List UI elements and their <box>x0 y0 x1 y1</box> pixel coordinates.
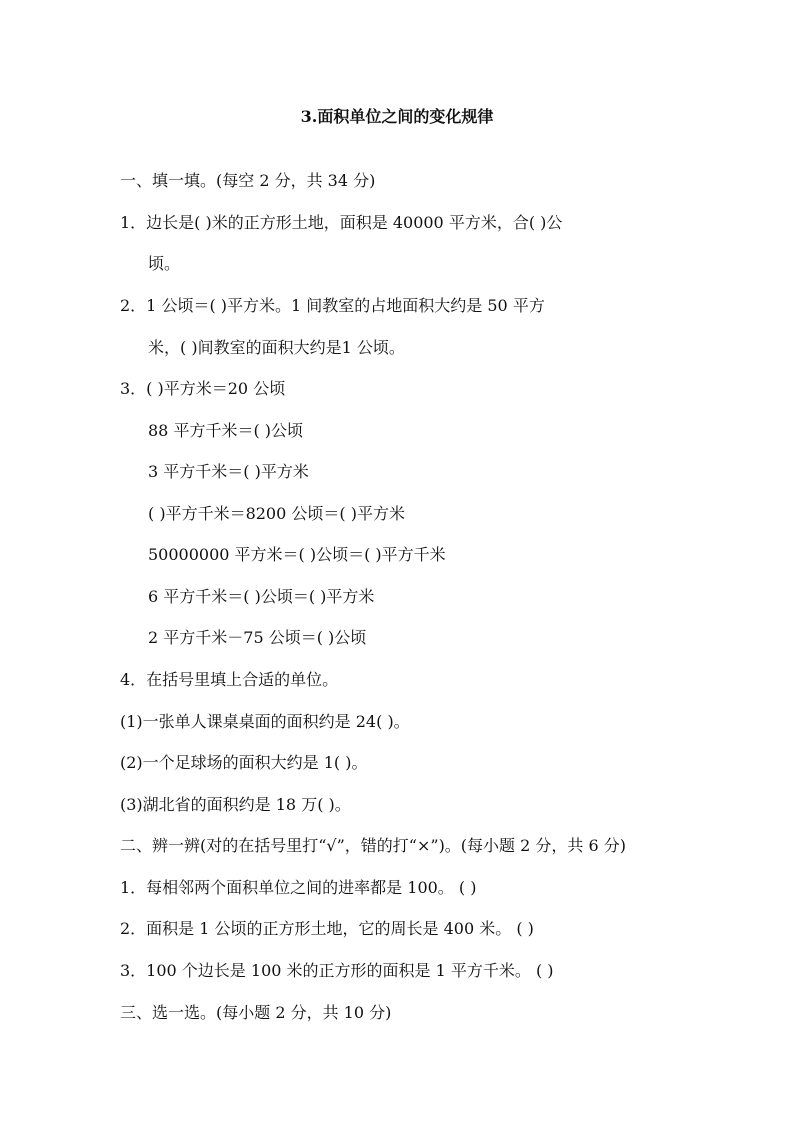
judge-item-3: 3．100 个边长是 100 米的正方形的面积是 1 平方千米。 ( ) <box>120 961 554 980</box>
question-3-line-1: 3．( )平方米＝20 公顷 <box>120 379 286 398</box>
question-1-line-1: 1．边长是( )米的正方形土地，面积是 40000 平方米，合( )公 <box>120 213 563 232</box>
page-title: 3.面积单位之间的变化规律 <box>300 107 494 126</box>
question-3-line-6: 6 平方千米＝( )公顷＝( )平方米 <box>148 587 375 606</box>
question-3-line-7: 2 平方千米－75 公顷＝( )公顷 <box>148 628 367 647</box>
question-3-line-2: 88 平方千米＝( )公顷 <box>148 421 304 440</box>
question-2-line-2: 米，( )间教室的面积大约是1 公顷。 <box>148 338 405 357</box>
section-3-heading: 三、选一选。(每小题 2 分，共 10 分) <box>120 1003 392 1022</box>
question-4-item-3: (3)湖北省的面积约是 18 万( )。 <box>120 795 351 814</box>
judge-item-2: 2．面积是 1 公顷的正方形土地，它的周长是 400 米。 ( ) <box>120 919 534 938</box>
question-4-heading: 4．在括号里填上合适的单位。 <box>120 670 339 689</box>
judge-item-1: 1．每相邻两个面积单位之间的进率都是 100。 ( ) <box>120 878 477 897</box>
question-4-item-2: (2)一个足球场的面积大约是 1( )。 <box>120 753 368 772</box>
question-3-line-3: 3 平方千米＝( )平方米 <box>148 462 309 481</box>
question-1-line-2: 顷。 <box>148 254 181 273</box>
section-1-heading: 一、填一填。(每空 2 分，共 34 分) <box>120 171 376 190</box>
question-2-line-1: 2．1 公顷＝( )平方米。1 间教室的占地面积大约是 50 平方 <box>120 296 545 315</box>
section-2-heading: 二、辨一辨(对的在括号里打“√”，错的打“×”)。(每小题 2 分，共 6 分) <box>120 836 626 855</box>
question-3-line-5: 50000000 平方米＝( )公顷＝( )平方千米 <box>148 545 446 564</box>
question-3-line-4: ( )平方千米＝8200 公顷＝( )平方米 <box>148 504 405 523</box>
question-4-item-1: (1)一张单人课桌桌面的面积约是 24( )。 <box>120 712 410 731</box>
